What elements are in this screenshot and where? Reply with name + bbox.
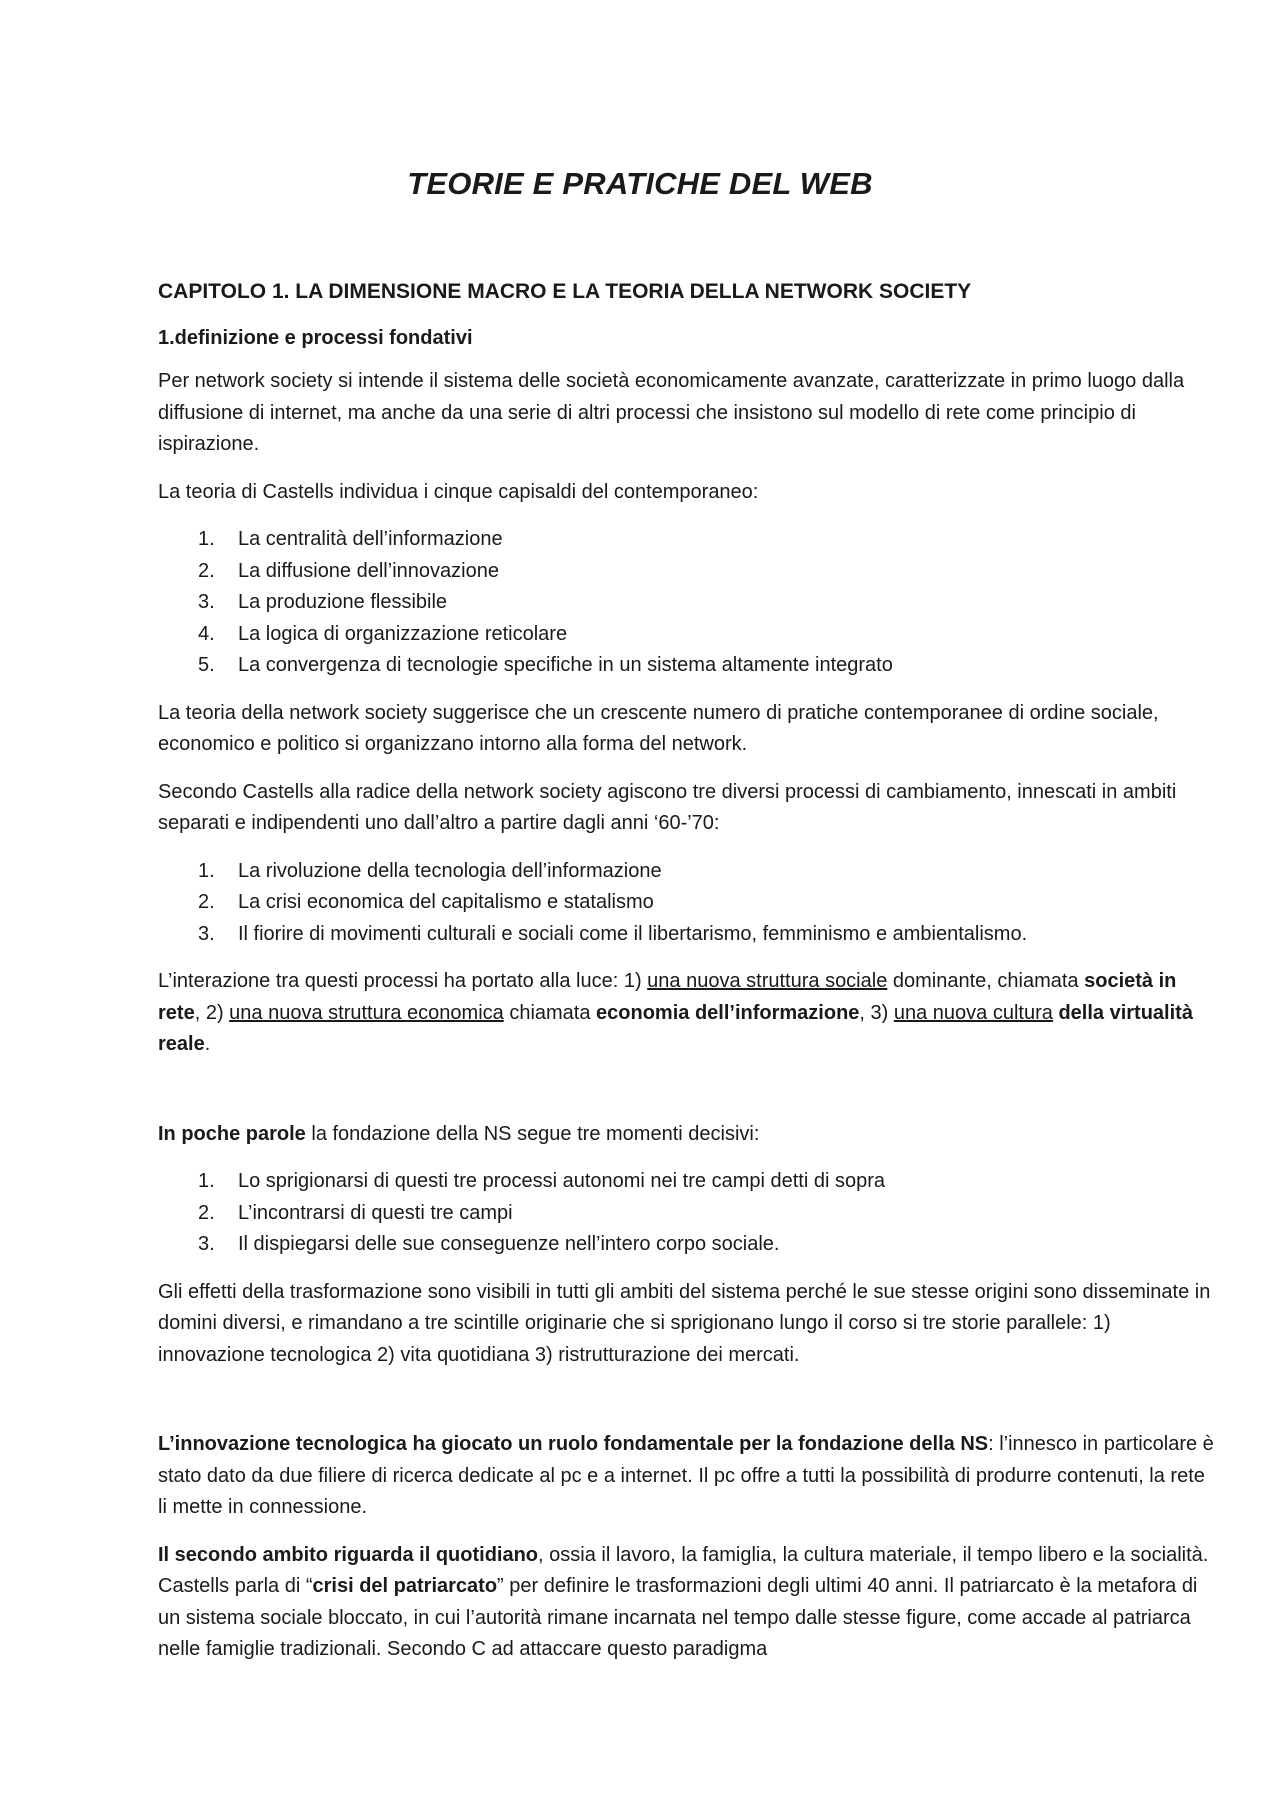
list-item	[158, 650, 1218, 682]
list-number: 3.	[198, 1233, 215, 1255]
text-run: dominante, chiamata	[887, 970, 1085, 992]
bold-text: della virtualità reale	[158, 1001, 1193, 1055]
paragraph-interaction	[158, 966, 1218, 1061]
list-item	[158, 1166, 1218, 1198]
list-number: 4.	[198, 622, 215, 645]
document-title: TEORIE E PRATICHE DEL WEB	[407, 166, 873, 201]
text-run: la fondazione della NS segue tre momenti decisivi:	[305, 1122, 760, 1145]
list-item	[158, 887, 1218, 919]
list-item	[158, 587, 1218, 619]
text-run: , ossia il lavoro, la famiglia, la cultura materiale, il tempo libero e la socialità. Castells parla di “	[158, 1543, 1209, 1597]
list-number: 1.	[198, 859, 215, 882]
list-text: La produzione flessibile	[238, 591, 448, 613]
paragraph-effects: Gli effetti della trasformazione sono visibili in tutti gli ambiti del sistema perché le sue stesse origini sono disseminate in domini diversi, e rimandano a tre scintille originarie che si sprigionano lungo il corso si tre storie parallele: 1) innovazione tecnologica 2) vita quotidiana 3) ristrutturazione dei mercati.	[158, 1280, 1211, 1366]
list-cornerstones	[158, 524, 1218, 682]
paragraph-everyday-life	[158, 1540, 1218, 1666]
list-text: La diffusione dell’innovazione	[238, 559, 499, 582]
bold-text: società in rete	[158, 970, 1177, 1024]
list-number: 2.	[198, 1201, 215, 1224]
paragraph-definition: Per network society si intende il sistema delle società economicamente avanzate, caratterizzate in primo luogo dalla diffusione di internet, ma anche da una serie di altri processi che insistono sul modello di rete come principio di ispirazione.	[158, 370, 1185, 455]
text-run: : l’innesco in particolare è stato dato da due filiere di ricerca dedicate al pc e a internet. Il pc offre a tutti la possibilità di produrre contenuti, la rete li mette in connessione.	[158, 1433, 1214, 1518]
document-body	[158, 276, 1218, 1682]
paragraph-three-processes: Secondo Castells alla radice della network society agiscono tre diversi processi di cambiamento, innescati in ambiti separati e indipendenti uno dall’altro a partire dagli anni ‘60-’70:	[158, 780, 1177, 834]
list-item	[158, 556, 1218, 588]
list-number: 2.	[198, 559, 215, 582]
list-number: 3.	[198, 922, 215, 945]
bold-text: L’innovazione tecnologica ha giocato un ruolo fondamentale per la fondazione della NS	[158, 1433, 989, 1455]
list-number: 3.	[198, 591, 215, 613]
list-item	[158, 524, 1218, 556]
underlined-text: una nuova cultura	[893, 1001, 1053, 1024]
bold-text: In poche parole	[158, 1122, 306, 1145]
paragraph-network-theory: La teoria della network society suggerisce che un crescente numero di pratiche contemporanee di ordine sociale, economico e politico si organizzano intorno alla forma del network.	[158, 701, 1159, 755]
list-text: La convergenza di tecnologie specifiche in un sistema altamente integrato	[238, 654, 893, 676]
list-item	[158, 1229, 1218, 1261]
bold-text: economia dell’informazione	[596, 1001, 860, 1024]
list-text: La centralità dell’informazione	[238, 528, 503, 550]
list-number: 2.	[198, 891, 215, 913]
text-run: , 3)	[859, 1001, 894, 1024]
bold-text: Il secondo ambito riguarda il quotidiano	[158, 1543, 539, 1566]
paragraph-castells-intro: La teoria di Castells individua i cinque capisaldi del contemporaneo:	[158, 480, 759, 503]
underlined-text: una nuova struttura economica	[229, 1001, 504, 1024]
list-text: Il fiorire di movimenti culturali e sociali come il libertarismo, femminismo e ambientalismo.	[238, 922, 1028, 945]
list-text: La logica di organizzazione reticolare	[238, 622, 568, 645]
paragraph-in-short	[158, 1119, 1218, 1151]
list-item	[158, 856, 1218, 888]
text-run: , 2)	[194, 1001, 230, 1024]
spacer	[158, 1077, 1218, 1119]
text-run: .	[204, 1033, 211, 1055]
list-number: 1.	[198, 528, 215, 550]
list-item	[158, 1198, 1218, 1230]
list-text: Il dispiegarsi delle sue conseguenze nell’intero corpo sociale.	[238, 1233, 780, 1255]
list-text: L’incontrarsi di questi tre campi	[238, 1201, 513, 1224]
bold-text: crisi del patriarcato	[312, 1575, 498, 1597]
list-number: 5.	[198, 654, 215, 676]
underlined-text: una nuova struttura sociale	[647, 970, 888, 992]
list-item	[158, 919, 1218, 951]
paragraph-technological-innovation	[158, 1429, 1218, 1524]
text-run: ” per definire le trasformazioni degli ultimi 40 anni. Il patriarcato è la metafora di un sistema sociale bloccato, in cui l’autorità rimane incarnata nel tempo dalle stesse figure, come accade al patriarca nelle famiglie tradizionali. Secondo C ad attaccare questo paradigma	[158, 1575, 1198, 1660]
section-heading: 1.definizione e processi fondativi	[158, 327, 473, 349]
list-moments	[158, 1166, 1218, 1261]
list-text: La crisi economica del capitalismo e statalismo	[238, 891, 654, 913]
list-processes	[158, 856, 1218, 951]
list-number: 1.	[198, 1170, 215, 1192]
text-run: chiamata	[503, 1001, 597, 1024]
list-text: La rivoluzione della tecnologia dell’informazione	[238, 859, 662, 882]
list-text: Lo sprigionarsi di questi tre processi autonomi nei tre campi detti di sopra	[238, 1170, 885, 1192]
chapter-heading: CAPITOLO 1. LA DIMENSIONE MACRO E LA TEORIA DELLA NETWORK SOCIETY	[158, 280, 972, 303]
list-item	[158, 619, 1218, 651]
spacer	[158, 1387, 1218, 1429]
text-run: L’interazione tra questi processi ha portato alla luce: 1)	[158, 970, 648, 992]
